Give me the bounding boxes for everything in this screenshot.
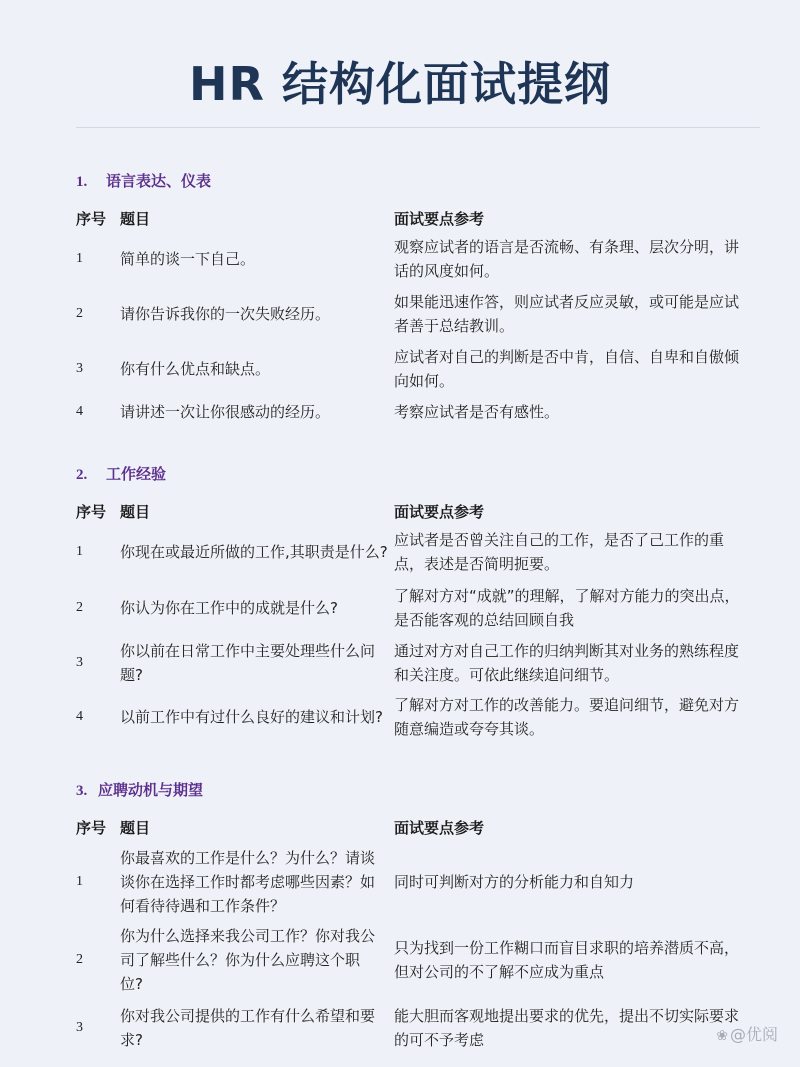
- row-answer: 应试者对自己的判断是否中肯，自信、自卑和自傲倾向如何。: [394, 348, 740, 390]
- table-row: [76, 581, 766, 635]
- header-question: 题目: [120, 503, 151, 521]
- section-heading: [76, 463, 766, 485]
- row-question: 请讲述一次让你很感动的经历。: [120, 403, 331, 421]
- table-row: [76, 923, 766, 997]
- header-question: 题目: [120, 210, 151, 228]
- section-title: 工作经验: [106, 465, 167, 483]
- row-question: 你最喜欢的工作是什么？为什么？请谈谈你在选择工作时都考虑哪些因素？如何看待待遇和工作条件？: [120, 849, 376, 915]
- row-question: 简单的谈一下自己。: [120, 250, 256, 268]
- section-work-experience: [76, 463, 766, 738]
- header-answer: 面试要点参考: [394, 503, 485, 521]
- table-row: [76, 232, 766, 286]
- table-row: [76, 1001, 766, 1055]
- section-heading: [76, 779, 766, 801]
- table-row: [76, 525, 766, 579]
- row-number: 2: [76, 306, 83, 321]
- section-title: 语言表达、仪表: [106, 172, 212, 190]
- table-row: [76, 636, 766, 690]
- row-number: 1: [76, 874, 83, 889]
- section-heading: [76, 170, 766, 192]
- header-question: 题目: [120, 819, 151, 837]
- row-question: 你有什么优点和缺点。: [120, 360, 271, 378]
- row-number: 2: [76, 600, 83, 615]
- row-question: 你对我公司提供的工作有什么希望和要求?: [120, 1007, 376, 1049]
- section-number: 3.: [76, 783, 88, 799]
- watermark: [716, 1022, 778, 1045]
- row-answer: 通过对方对自己工作的归纳判断其对业务的熟练程度和关注度。可依此继续追问细节。: [394, 642, 740, 684]
- title-divider: [76, 127, 760, 128]
- row-number: 3: [76, 655, 83, 670]
- row-answer: 了解对方对工作的改善能力。要追问细节，避免对方随意编造或夸夸其谈。: [394, 696, 740, 738]
- row-number: 3: [76, 1020, 83, 1035]
- row-question: 你认为你在工作中的成就是什么?: [120, 599, 338, 617]
- header-answer: 面试要点参考: [394, 819, 485, 837]
- section-number: 2.: [76, 467, 88, 483]
- header-num: 序号: [76, 503, 107, 521]
- table-row: [76, 342, 766, 396]
- watermark-text: @优阅: [729, 1025, 778, 1044]
- row-answer: 能大胆而客观地提出要求的优先，提出不切实际要求的可不予考虑: [394, 1007, 740, 1049]
- table-header: [76, 817, 766, 839]
- row-question: 请你告诉我你的一次失败经历。: [120, 305, 331, 323]
- table-row: [76, 398, 766, 426]
- row-question: 你现在或最近所做的工作,其职责是什么?: [120, 543, 388, 561]
- header-num: 序号: [76, 210, 107, 228]
- row-answer: 了解对方对“成就”的理解，了解对方能力的突出点，是否能客观的总结回顾自我: [394, 587, 740, 629]
- row-answer: 应试者是否曾关注自己的工作，是否了己工作的重点，表述是否简明扼要。: [394, 531, 725, 573]
- row-number: 4: [76, 709, 83, 724]
- row-number: 2: [76, 952, 83, 967]
- section-number: 1.: [76, 174, 88, 190]
- header-num: 序号: [76, 819, 107, 837]
- row-question: 你以前在日常工作中主要处理些什么问题?: [120, 642, 376, 684]
- row-answer: 观察应试者的语言是否流畅、有条理、层次分明，讲话的风度如何。: [394, 238, 740, 280]
- row-number: 3: [76, 361, 83, 376]
- table-header: [76, 208, 766, 230]
- row-number: 1: [76, 544, 83, 559]
- row-answer: 同时可判断对方的分析能力和自知力: [394, 873, 635, 891]
- header-answer: 面试要点参考: [394, 210, 485, 228]
- page-title: HR 结构化面试提纲: [189, 57, 611, 111]
- row-answer: 只为找到一份工作糊口而盲目求职的培养潜质不高，但对公司的不了解不应成为重点: [394, 939, 740, 981]
- table-row: [76, 845, 766, 919]
- row-question: 以前工作中有过什么良好的建议和计划?: [120, 708, 383, 726]
- table-header: [76, 501, 766, 523]
- row-question: 你为什么选择来我公司工作？你对我公司了解些什么？你为什么应聘这个职位?: [120, 927, 376, 993]
- row-answer: 如果能迅速作答，则应试者反应灵敏，或可能是应试者善于总结教训。: [394, 293, 740, 335]
- row-number: 1: [76, 251, 83, 266]
- section-language-appearance: [76, 170, 766, 421]
- paw-icon: ❀: [716, 1028, 728, 1044]
- table-row: [76, 287, 766, 341]
- row-number: 4: [76, 404, 83, 419]
- row-answer: 考察应试者是否有感性。: [394, 403, 560, 421]
- table-row: [76, 690, 766, 744]
- section-title: 应聘动机与期望: [98, 781, 204, 799]
